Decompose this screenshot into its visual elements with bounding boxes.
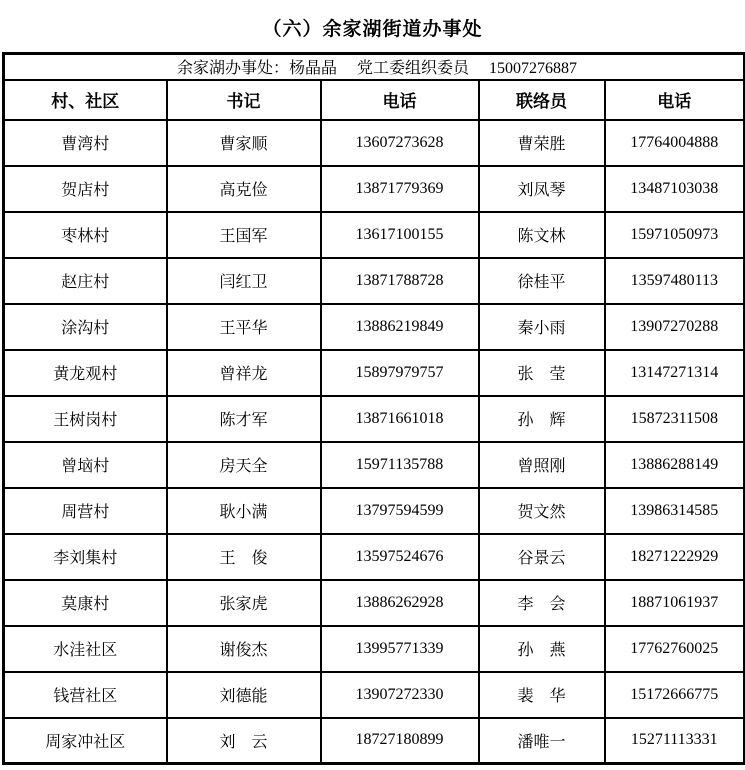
cell-secretary-phone: 15971135788: [321, 442, 479, 488]
cell-liaison-name: 贺文然: [479, 488, 605, 534]
table-row: [4, 488, 745, 534]
cell-liaison-phone: 13886288149: [605, 442, 745, 488]
cell-liaison-name: 裴 华: [479, 672, 605, 718]
cell-secretary-phone: 15897979757: [321, 350, 479, 396]
cell-liaison-name: 徐桂平: [479, 258, 605, 304]
cell-village: 李刘集村: [4, 534, 167, 580]
cell-secretary-phone: 13617100155: [321, 212, 479, 258]
cell-liaison-phone: 13597480113: [605, 258, 745, 304]
cell-secretary-phone: 13597524676: [321, 534, 479, 580]
cell-secretary-name: 王 俊: [167, 534, 321, 580]
cell-liaison-phone: 15271113331: [605, 718, 745, 764]
cell-secretary-phone: 13871661018: [321, 396, 479, 442]
cell-village: 莫康村: [4, 580, 167, 626]
cell-village: 周家冲社区: [4, 718, 167, 764]
contact-table: [2, 52, 745, 765]
cell-secretary-name: 耿小满: [167, 488, 321, 534]
cell-secretary-name: 王国军: [167, 212, 321, 258]
cell-liaison-phone: 15971050973: [605, 212, 745, 258]
cell-village: 曹湾村: [4, 120, 167, 166]
cell-liaison-phone: 13147271314: [605, 350, 745, 396]
document-title: （六）余家湖街道办事处: [262, 19, 483, 40]
header-cell-liaison-name: 联络员: [479, 80, 605, 120]
cell-secretary-phone: 13886219849: [321, 304, 479, 350]
cell-secretary-name: 陈才军: [167, 396, 321, 442]
cell-secretary-name: 刘 云: [167, 718, 321, 764]
header-cell-secretary-name: 书记: [167, 80, 321, 120]
cell-liaison-name: 李 会: [479, 580, 605, 626]
cell-secretary-phone: 13871779369: [321, 166, 479, 212]
table-row: [4, 442, 745, 488]
cell-liaison-phone: 13986314585: [605, 488, 745, 534]
cell-secretary-phone: 13886262928: [321, 580, 479, 626]
cell-liaison-phone: 18871061937: [605, 580, 745, 626]
table-row: [4, 120, 745, 166]
table-row: [4, 350, 745, 396]
cell-village: 黄龙观村: [4, 350, 167, 396]
cell-village: 贺店村: [4, 166, 167, 212]
cell-liaison-phone: 15172666775: [605, 672, 745, 718]
cell-liaison-name: 曹荣胜: [479, 120, 605, 166]
table-row: [4, 534, 745, 580]
office-info-row: [4, 54, 745, 80]
cell-liaison-phone: 15872311508: [605, 396, 745, 442]
cell-liaison-name: 潘唯一: [479, 718, 605, 764]
header-cell-secretary-phone: 电话: [321, 80, 479, 120]
cell-secretary-phone: 18727180899: [321, 718, 479, 764]
cell-liaison-name: 谷景云: [479, 534, 605, 580]
table-row: [4, 212, 745, 258]
table-row: [4, 396, 745, 442]
cell-liaison-name: 陈文林: [479, 212, 605, 258]
cell-secretary-name: 曹家顺: [167, 120, 321, 166]
cell-village: 曾垴村: [4, 442, 167, 488]
cell-village: 周营村: [4, 488, 167, 534]
cell-liaison-name: 孙 辉: [479, 396, 605, 442]
office-info-text: 余家湖办事处：杨晶晶 党工委组织委员 15007276887: [4, 54, 745, 80]
header-cell-village: 村、社区: [4, 80, 167, 120]
cell-village: 水洼社区: [4, 626, 167, 672]
cell-secretary-phone: 13907272330: [321, 672, 479, 718]
cell-liaison-name: 孙 燕: [479, 626, 605, 672]
cell-liaison-name: 曾照刚: [479, 442, 605, 488]
table-row: [4, 166, 745, 212]
cell-secretary-name: 闫红卫: [167, 258, 321, 304]
cell-village: 钱营社区: [4, 672, 167, 718]
cell-village: 赵庄村: [4, 258, 167, 304]
cell-secretary-name: 曾祥龙: [167, 350, 321, 396]
table-row: [4, 672, 745, 718]
cell-liaison-name: 刘凤琴: [479, 166, 605, 212]
table-header-row: [4, 80, 745, 120]
cell-village: 王树岗村: [4, 396, 167, 442]
cell-liaison-name: 秦小雨: [479, 304, 605, 350]
cell-liaison-phone: 17762760025: [605, 626, 745, 672]
cell-secretary-phone: 13607273628: [321, 120, 479, 166]
cell-liaison-phone: 18271222929: [605, 534, 745, 580]
cell-liaison-phone: 13487103038: [605, 166, 745, 212]
header-cell-liaison-phone: 电话: [605, 80, 745, 120]
table-row: [4, 718, 745, 764]
cell-secretary-phone: 13995771339: [321, 626, 479, 672]
cell-liaison-phone: 13907270288: [605, 304, 745, 350]
cell-village: 涂沟村: [4, 304, 167, 350]
cell-liaison-name: 张 莹: [479, 350, 605, 396]
cell-secretary-name: 谢俊杰: [167, 626, 321, 672]
cell-secretary-name: 高克俭: [167, 166, 321, 212]
cell-secretary-name: 张家虎: [167, 580, 321, 626]
cell-secretary-name: 刘德能: [167, 672, 321, 718]
table-row: [4, 258, 745, 304]
table-row: [4, 626, 745, 672]
cell-secretary-name: 房天全: [167, 442, 321, 488]
table-row: [4, 304, 745, 350]
cell-secretary-phone: 13871788728: [321, 258, 479, 304]
cell-secretary-name: 王平华: [167, 304, 321, 350]
cell-secretary-phone: 13797594599: [321, 488, 479, 534]
table-row: [4, 580, 745, 626]
cell-village: 枣林村: [4, 212, 167, 258]
cell-liaison-phone: 17764004888: [605, 120, 745, 166]
